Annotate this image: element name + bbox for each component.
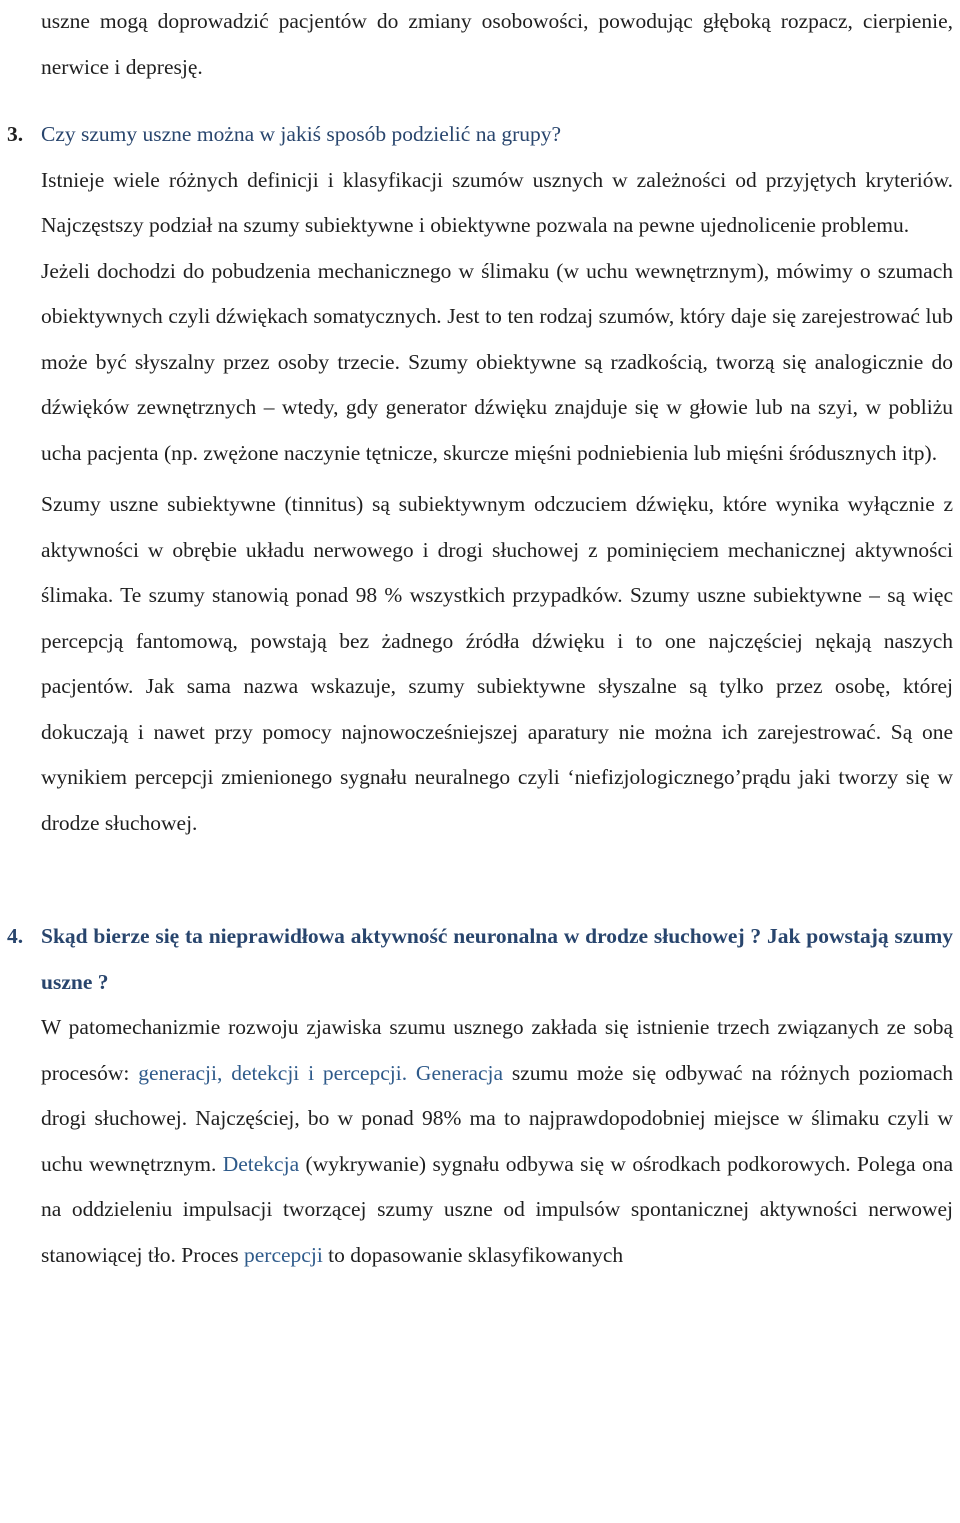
section-4-text-b — [407, 1061, 416, 1085]
highlight-percepcji: percepcji — [244, 1242, 323, 1267]
section-4-heading — [7, 914, 953, 1005]
section-4-number: 4. — [7, 924, 24, 948]
intro-paragraph: uszne mogą doprowadzić pacjentów do zmiany osobowości, powodując głęboką rozpacz, cierpienie, nerwice i depresję. — [41, 9, 953, 79]
section-3-paragraph-1: Istnieje wiele różnych definicji i klasyfikacji szumów usznych w zależności od przyjętych kryteriów. Najczęstszy podział na szumy subiektywne i obiektywne pozwala na pewne ujednolicenie problemu. — [41, 167, 953, 237]
section-3-heading — [7, 112, 953, 158]
section-3-paragraph-3: Szumy uszne subiektywne (tinnitus) są subiektywnym odczuciem dźwięku, które wynika wyłącznie z aktywności w obrębie układu nerwowego i drogi słuchowej z pominięciem mechanicznej aktywności ślimaka. Te szumy stanowią ponad 98 % wszystkich przypadków. Szumy uszne subiektywne – są więc percepcją fantomową, powstają bez żadnego źródła dźwięku i to one najczęściej nękają naszych pacjentów. Jak sama nazwa wskazuje, szumy subiektywne słyszalne są tylko przez osobę, której dokuczają i nawet przy pomocy najnowocześniejszej aparatury nie można ich zarejestrować. Są one wynikiem percepcji zmienionego sygnału neuralnego czyli ‘niefizjologicznego’prądu jaki tworzy się w drodze słuchowej. — [41, 492, 953, 835]
section-4-paragraph — [41, 1005, 953, 1278]
section-4-text-a: W patomechanizmie rozwoju zjawiska szumu usznego zakłada się istnienie trzech związanych ze sobą procesów: — [41, 1015, 953, 1085]
section-4-text-d: (wykrywanie) sygnału odbywa się w ośrodkach podkorowych. Polega ona na oddzieleniu impulsacji tworzącej szumy uszne od impulsów spontanicznej aktywności nerwowej stanowiącej tło. Proces — [41, 1151, 953, 1267]
highlight-processes: generacji, detekcji i percepcji. — [138, 1060, 408, 1085]
section-4-text-c: szumu może się odbywać na różnych poziomach drogi słuchowej. Najczęściej, bo w ponad 98% ma to najprawdopodobniej miejsce w ślimaku czyli w uchu wewnętrznym. — [41, 1060, 953, 1176]
section-3-number: 3. — [7, 122, 24, 146]
highlight-generacja: Generacja — [415, 1060, 504, 1085]
section-3-paragraph-2: Jeżeli dochodzi do pobudzenia mechanicznego w ślimaku (w uchu wewnętrznym), mówimy o szumach obiektywnych czyli dźwiękach somatycznych. Jest to ten rodzaj szumów, który daje się zarejestrować lub może być słyszalny przez osoby trzecie. Szumy obiektywne są rzadkością, tworzą się analogicznie do dźwięków zewnętrznych – wtedy, gdy generator dźwięku znajduje się w głowie lub na szyi, w pobliżu ucha pacjenta (np. zwężone naczynie tętnicze, skurcze mięśni podniebienia lub mięśni śródusznych itp). — [41, 258, 953, 465]
highlight-detekcja: Detekcja — [222, 1151, 300, 1176]
section-3-title: Czy szumy uszne można w jakiś sposób podzielić na grupy? — [41, 122, 562, 146]
section-4-title: Skąd bierze się ta nieprawidłowa aktywność neuronalna w drodze słuchowej ? Jak powstają szumy uszne ? — [41, 924, 953, 994]
section-4-text-e: to dopasowanie sklasyfikowanych — [322, 1242, 624, 1267]
